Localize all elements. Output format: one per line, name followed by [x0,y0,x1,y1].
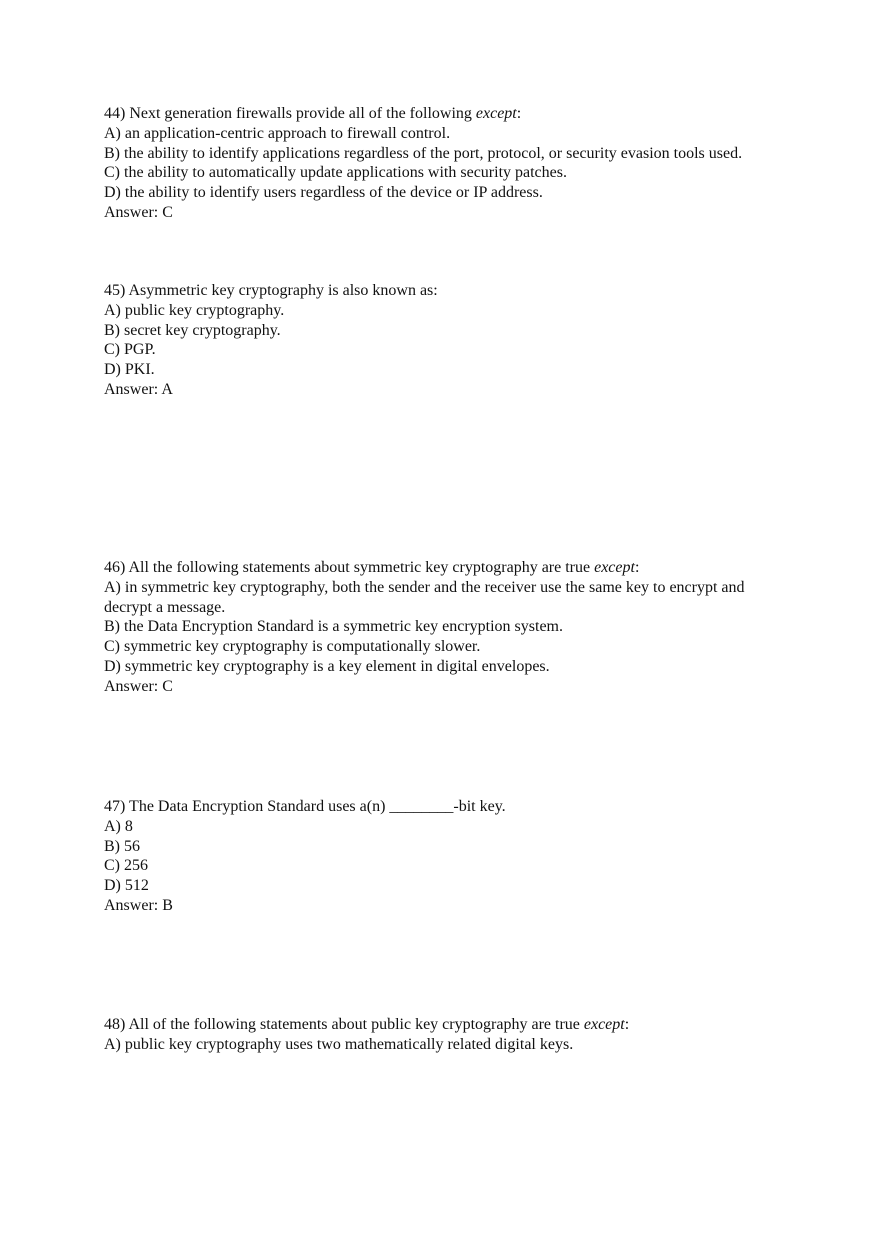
question-46 [104,558,784,697]
stem-emphasis: except [594,559,635,576]
option-c: C) PGP. [104,341,156,359]
option-b: B) the Data Encryption Standard is a symmetric key encryption system. [104,618,563,636]
option-b: B) secret key cryptography. [104,321,281,339]
option-c: C) 256 [104,857,148,875]
option-a: A) public key cryptography uses two mathematically related digital keys. [104,1035,574,1053]
question-48 [104,1015,784,1055]
option-d: D) PKI. [104,361,155,379]
option-a: A) an application-centric approach to firewall control. [104,124,451,142]
question-45 [104,281,784,400]
option-a: A) in symmetric key cryptography, both the sender and the receiver use the same key to encrypt and decrypt a message. [104,578,745,616]
option-d: D) symmetric key cryptography is a key element in digital envelopes. [104,657,550,675]
question-stem: 44) Next generation firewalls provide all of the following except: [104,105,522,122]
option-c: C) the ability to automatically update applications with security patches. [104,164,567,182]
option-b: B) the ability to identify applications regardless of the port, protocol, or security evasion tools used. [104,144,743,162]
option-d: D) the ability to identify users regardless of the device or IP address. [104,184,543,202]
answer: Answer: A [104,380,173,398]
stem-emphasis: except [475,105,517,122]
answer: Answer: B [104,896,173,914]
question-stem: 46) All the following statements about symmetric key cryptography are true except: [104,559,640,576]
question-stem: 47) The Data Encryption Standard uses a(n) ________-bit key. [104,798,506,815]
question-stem: 48) All of the following statements about public key cryptography are true except: [104,1016,630,1033]
option-d: D) 512 [104,877,149,895]
question-44 [104,104,784,223]
answer: Answer: C [104,203,173,221]
question-stem: 45) Asymmetric key cryptography is also known as: [104,282,438,299]
answer: Answer: C [104,677,173,695]
option-a: A) public key cryptography. [104,301,285,319]
option-c: C) symmetric key cryptography is computationally slower. [104,638,481,656]
question-47 [104,797,784,916]
stem-emphasis: except [583,1016,625,1033]
option-b: B) 56 [104,837,140,855]
option-a: A) 8 [104,817,133,835]
